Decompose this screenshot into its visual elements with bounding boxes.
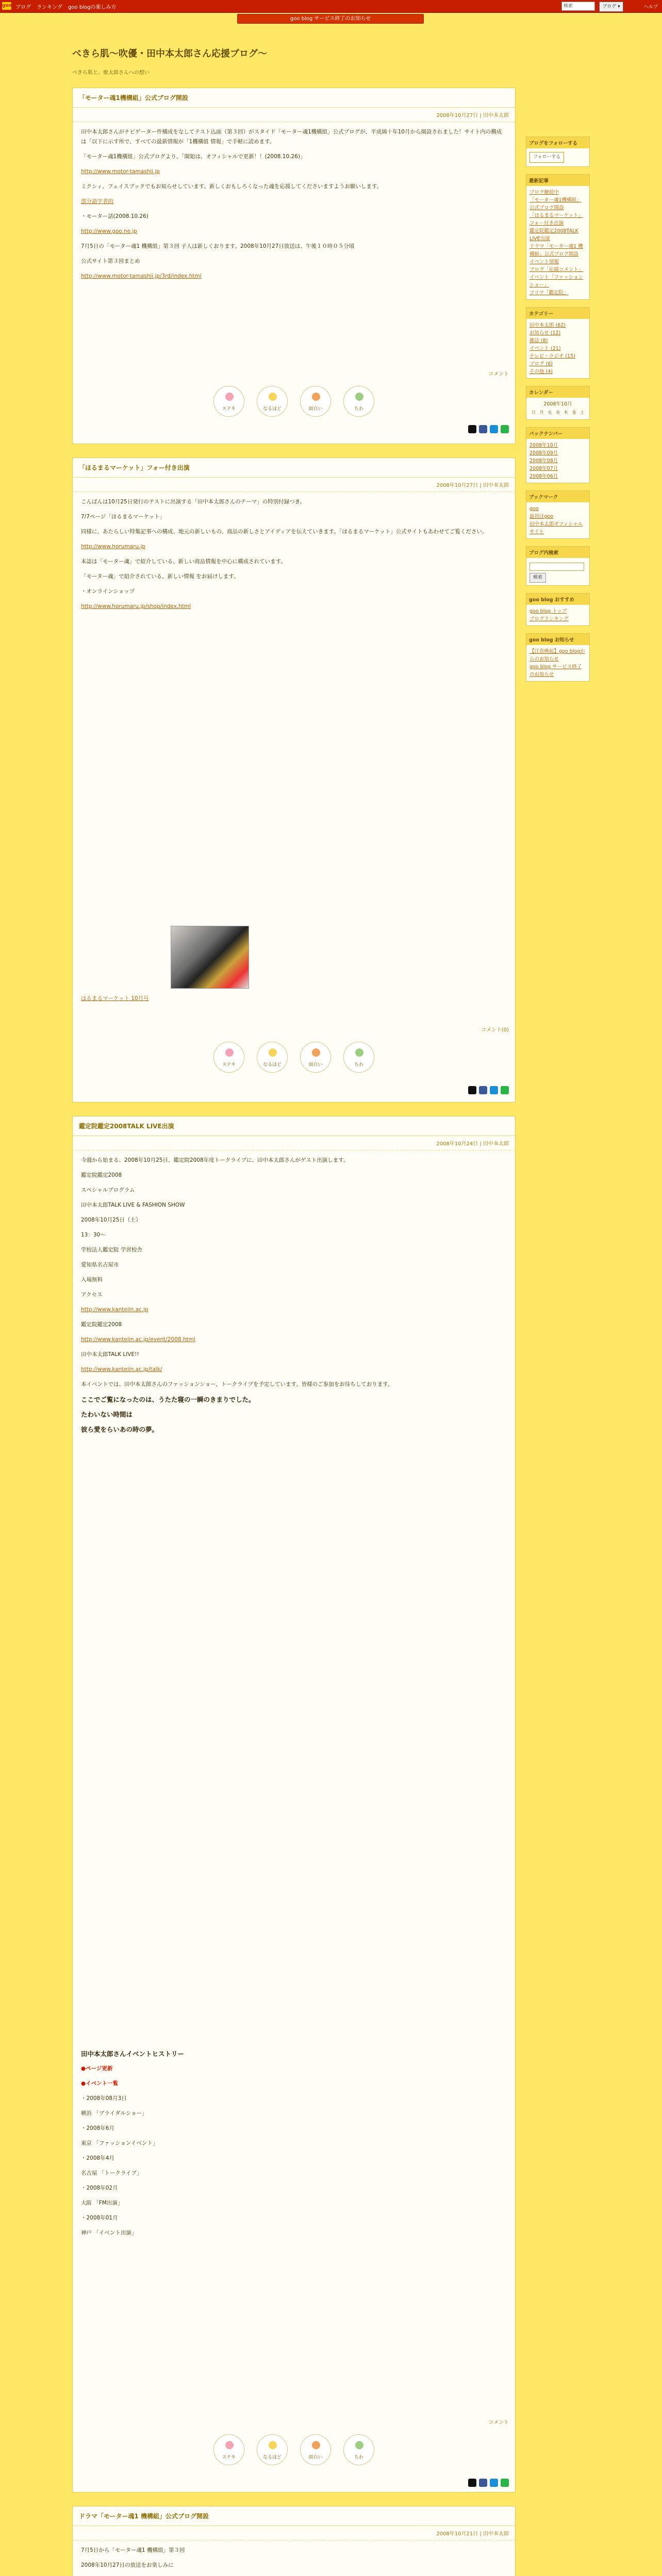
entry-paragraph: こんばんは10月25日発行のテストに出演する「田中本太郎さんのテーマ」の特別付録つき。 <box>81 499 306 505</box>
entry-paragraph: スペシャルプログラム <box>81 1187 135 1193</box>
notice-bar <box>0 13 662 25</box>
hatena-share-icon[interactable] <box>490 2479 498 2487</box>
calendar-weekday: 火 <box>548 410 552 415</box>
history-item: 東京 「ファッションイベント」 <box>81 2140 158 2146</box>
entry-title[interactable]: ドラマ「モーター魂1 機構組」公式ブログ開設 <box>73 2506 515 2526</box>
goo-notice-box <box>526 633 590 682</box>
caption-link[interactable]: ほるまるマーケット 10月号 <box>81 995 149 1002</box>
entry-paragraph: 田中本太郎TALK LIVE!! <box>81 1351 139 1358</box>
bulb-icon <box>269 393 277 401</box>
topbar-help-link[interactable]: ヘルプ <box>643 5 658 10</box>
recent-post-link[interactable]: ブログ継続中 <box>529 190 559 195</box>
entry-paragraph: 2008年10月27日の放送をお楽しみに <box>81 2562 174 2568</box>
sidebar-heading: カテゴリー <box>526 308 589 319</box>
bookmark-link[interactable]: 田中本太郎オフィシャルサイト <box>529 521 583 535</box>
recent-posts-box <box>526 174 590 300</box>
entry-paragraph: 本イベントでは、田中本太郎さんのファッションショー、トークライブを予定しています。皆様のご参加をお待ちしております。 <box>81 1381 393 1387</box>
recent-post-link[interactable]: 「ほるまるマーケット」フォー付き出演 <box>529 213 584 226</box>
heart-icon <box>225 393 234 401</box>
entry-link[interactable]: http://www.kanteiin.ac.jp/event/2008.html <box>81 1336 195 1343</box>
sidebar-heading: バックナンバー <box>526 428 589 439</box>
calendar-weekday: 日 <box>531 410 536 415</box>
reaction-button[interactable] <box>343 2434 374 2465</box>
blog-entry <box>72 88 516 444</box>
entry-paragraph: 愛知県名古屋市 <box>81 1262 119 1268</box>
history-title: 田中本太郎さんイベントヒストリー <box>81 2050 185 2058</box>
entry-date: 2008年10月27日 | 田中本太郎 <box>73 108 515 122</box>
reaction-button[interactable] <box>257 386 288 417</box>
entry-paragraph: 2008年10月25日（土） <box>81 1217 141 1223</box>
bookmark-link[interactable]: 最初はgoo <box>529 514 554 519</box>
entry-paragraph: 田中本太郎TALK LIVE & FASHION SHOW <box>81 1202 185 1208</box>
recent-post-link[interactable]: 鑑定院鑑定2008TALK LIVE出演 <box>529 228 578 242</box>
reaction-label: 面白い <box>308 1062 323 1067</box>
calendar-weekday: 月 <box>539 410 544 415</box>
entry-link[interactable]: http://www.goo.ne.jp <box>81 228 138 234</box>
calendar-grid <box>529 408 586 417</box>
heart-icon <box>225 2441 234 2449</box>
recent-post-link[interactable]: ブログ「応援コメント」 <box>529 267 584 273</box>
reaction-label: ちわ <box>354 2455 363 2460</box>
reaction-label: 面白い <box>308 406 323 412</box>
goo-recommend-link[interactable]: ブログランキング <box>529 616 569 622</box>
blog-search-button[interactable]: 検索 <box>529 573 546 583</box>
backnumber-link[interactable]: 2008年08月 <box>529 458 558 464</box>
entry-paragraph: 入場無料 <box>81 1277 103 1283</box>
goo-logo[interactable]: goo <box>2 2 11 10</box>
category-link[interactable]: ブログ (6) <box>529 361 553 367</box>
entry-paragraph: 田中本太郎さんがナビゲーター件構成をなしてテスト込面（第３回）がスタイド「モーター魂1機構組」公式ブログが、平成綿十年10月から開設されました！サイト内の構成は「以下に示す所で、すべての最新情報が「1機構組 情報」で手軽に読めます。 <box>81 129 502 145</box>
entry-paragraph: 7/7ページ「ほるまるマーケット」 <box>81 514 166 520</box>
backnumber-link[interactable]: 2008年09月 <box>529 450 558 456</box>
entry-paragraph: 「モーター魂」で紹介されている、新しい情報 をお届けします。 <box>81 573 239 580</box>
main-column <box>72 88 516 2576</box>
entry-paragraph: 鑑定院鑑定2008 <box>81 1172 122 1178</box>
sidebar-heading: goo blog おすすめ <box>526 594 589 605</box>
goo-recommend-box <box>526 593 590 626</box>
photo-caption[interactable] <box>73 989 157 1009</box>
entry-link[interactable]: http://www.motor-tamashii.jp <box>81 168 160 175</box>
entry-date: 2008年10月27日 | 田中本太郎 <box>73 478 515 492</box>
reaction-button[interactable] <box>213 386 244 417</box>
entry-link[interactable]: http://www.horumaru.jp/shop/index.html <box>81 603 191 609</box>
sidebar <box>526 137 590 689</box>
hand-icon <box>355 393 363 401</box>
entry-paragraph: 7月5日の「モーター魂1 機構組」第３回 子人は新しくおります。2008年10月27日放送は、午後１０時０５分頃 <box>81 243 355 249</box>
comment-link[interactable]: コメント <box>488 371 509 377</box>
blog-search-input[interactable] <box>529 563 584 571</box>
category-link[interactable]: 田中本太郎 (62) <box>529 323 566 328</box>
bulb-icon <box>269 2441 277 2449</box>
reaction-button[interactable] <box>213 1042 244 1073</box>
reaction-button[interactable] <box>343 386 374 417</box>
entry-paragraph: 学校法人鑑定院 学習校舎 <box>81 1247 142 1253</box>
smile-icon <box>312 1048 320 1057</box>
follow-button[interactable]: フォローする <box>529 152 564 163</box>
history-item: ・2008年6月 <box>81 2125 114 2131</box>
entry-paragraph: 7月5日から「モーター魂1 機構組」第３回 <box>81 2547 185 2553</box>
entry-body <box>73 2540 515 2576</box>
entry-paragraph: 公式サイト第３回まとめ <box>81 258 140 264</box>
topbar-link-howto[interactable]: goo blogの楽しみ方 <box>68 5 117 10</box>
facebook-share-icon[interactable] <box>479 2479 487 2487</box>
event-history <box>73 2044 515 2248</box>
backnumber-link[interactable]: 2008年07月 <box>529 466 558 471</box>
entry-paragraph: 「モーター魂1機構組」公式ブログより、「開始は、オフィシャルで更新！！(2008.10.26)」 <box>81 154 306 160</box>
reaction-button[interactable] <box>300 386 331 417</box>
line-share-icon[interactable] <box>501 425 509 433</box>
reaction-label: なるほど <box>262 1062 282 1067</box>
topbar-search-button[interactable]: ブログ ▾ <box>599 2 623 12</box>
sidebar-heading: goo blog お知らせ <box>526 634 589 645</box>
history-item: ・2008年02月 <box>81 2185 118 2191</box>
backnumber-link[interactable]: 2008年06月 <box>529 473 558 479</box>
follow-box <box>526 137 590 167</box>
calendar-box <box>526 386 590 420</box>
history-item: ・2008年08月3日 <box>81 2095 127 2102</box>
category-link[interactable]: 雑誌 (8) <box>529 338 548 344</box>
x-share-icon[interactable] <box>468 425 476 433</box>
category-link[interactable]: お知らせ (12) <box>529 330 561 336</box>
goo-notice-link[interactable]: 【注意喚起】goo blogからのお知らせ <box>529 649 585 662</box>
entry-link[interactable]: 部分語字者的 <box>81 198 113 205</box>
blog-header <box>72 46 267 76</box>
topbar-link-ranking[interactable]: ランキング <box>37 5 62 10</box>
reaction-button[interactable] <box>257 2434 288 2465</box>
entry-body <box>73 492 515 622</box>
history-item: 横浜 「ブライダルショー」 <box>81 2110 147 2116</box>
topbar-links <box>15 3 120 10</box>
entry-paragraph: 本誌は「モーター魂」で紹介している、新しい商品情報を中心に構成されています。 <box>81 558 286 565</box>
share-buttons <box>468 1084 515 1099</box>
history-item: 名古屋 「トークライブ」 <box>81 2170 142 2176</box>
entry-paragraph: ミクシィ、フェイスブックでもお知らせしています。新しくおもしろくなった魂を応援してくださいますようお願いします。 <box>81 183 383 190</box>
entry-title[interactable]: 「モーター魂1機構組」公式ブログ開設 <box>73 88 515 108</box>
recent-post-link[interactable]: フリマ「鑑定院」 <box>529 290 569 296</box>
history-item: 神戸 「イベント出演」 <box>81 2230 137 2236</box>
entry-date: 2008年10月24日 | 田中本太郎 <box>73 1136 515 1150</box>
reaction-label: なるほど <box>262 2455 282 2460</box>
calendar-weekday: 木 <box>564 410 568 415</box>
backnumber-link[interactable]: 2008年10月 <box>529 443 558 448</box>
magazine-photo[interactable] <box>171 926 249 989</box>
reaction-label: ステキ <box>222 406 236 412</box>
reaction-label: 面白い <box>308 2455 323 2460</box>
history-item: 大阪 「FM出演」 <box>81 2200 123 2206</box>
calendar-weekday: 土 <box>580 410 585 415</box>
service-end-notice[interactable]: goo blog サービス終了のお知らせ <box>237 14 424 24</box>
smile-icon <box>312 393 320 401</box>
category-box <box>526 307 590 379</box>
hatena-share-icon[interactable] <box>490 1086 498 1094</box>
comment-link[interactable]: コメント(0) <box>481 1027 509 1033</box>
bookmark-link[interactable]: goo <box>529 506 539 512</box>
entry-link[interactable]: http://www.horumaru.jp <box>81 544 145 550</box>
sidebar-heading: 最新記事 <box>526 175 589 186</box>
facebook-share-icon[interactable] <box>479 425 487 433</box>
reaction-button[interactable] <box>300 2434 331 2465</box>
sidebar-heading: カレンダー <box>526 386 589 398</box>
blog-title[interactable]: べきら肌～吹優・田中本太郎さん応援ブログ～ <box>72 48 267 59</box>
entry-paragraph: 13：30～ <box>81 1232 106 1238</box>
history-item: ・2008年4月 <box>81 2155 114 2161</box>
hand-icon <box>355 1048 363 1057</box>
blog-search-box <box>526 546 590 586</box>
entry-paragraph: アクセス <box>81 1292 103 1298</box>
reaction-buttons <box>73 1042 515 1073</box>
blog-entry <box>72 457 516 1103</box>
hatena-share-icon[interactable] <box>490 425 498 433</box>
entry-emphasis: たわいない時間は <box>81 1411 133 1418</box>
reaction-label: ステキ <box>222 2455 236 2460</box>
blog-description: べきら肌と、歌太郎さんへの想い <box>72 70 150 76</box>
blog-entry <box>72 2506 516 2576</box>
line-share-icon[interactable] <box>501 2479 509 2487</box>
reaction-button[interactable] <box>213 2434 244 2465</box>
reaction-label: ちわ <box>354 1062 363 1067</box>
entry-date: 2008年10月21日 | 田中本太郎 <box>73 2526 515 2540</box>
share-buttons <box>468 423 515 438</box>
reaction-label: ステキ <box>222 1062 236 1067</box>
entry-link[interactable]: http://www.kanteiin.ac.jp/talk/ <box>81 1366 162 1372</box>
goo-recommend-link[interactable]: goo blog トップ <box>529 608 567 614</box>
blog-entry <box>72 1116 516 2493</box>
entry-paragraph: ・モーター話(2008.10.26) <box>81 213 148 219</box>
entry-link[interactable]: http://www.kanteiin.ac.jp <box>81 1307 148 1313</box>
recent-post-link[interactable]: ドラマ「モーター魂1 機構組」公式ブログ開設 <box>529 244 583 257</box>
heart-icon <box>225 1048 234 1057</box>
facebook-share-icon[interactable] <box>479 1086 487 1094</box>
reaction-buttons <box>73 386 515 417</box>
calendar-weekday: 金 <box>572 410 576 415</box>
x-share-icon[interactable] <box>468 1086 476 1094</box>
goo-notice-link[interactable]: goo blog サービス終了のお知らせ <box>529 664 582 677</box>
entry-paragraph: 同様に、あたらしい特集記事への構成、地元の新しいもの、商品の新しさとアイディアを伝えていきます。「ほるまるマーケット」公式サイトもあわせてご覧ください。 <box>81 529 488 535</box>
sidebar-heading: ブックマーク <box>526 491 589 502</box>
category-link[interactable]: イベント (21) <box>529 346 561 351</box>
entry-paragraph: ・オンラインショップ <box>81 588 135 595</box>
entry-body <box>73 122 515 292</box>
reaction-button[interactable] <box>257 1042 288 1073</box>
entry-title[interactable]: 鑑定院鑑定2008TALK LIVE出演 <box>73 1116 515 1136</box>
topbar-search-input[interactable]: 検索 <box>561 2 595 11</box>
topbar <box>0 0 662 13</box>
reaction-button[interactable] <box>343 1042 374 1073</box>
entry-emphasis: ここでご覧になったのは、うたた寝の一瞬のきまりでした。 <box>81 1396 255 1403</box>
history-item: ・2008年01月 <box>81 2215 118 2221</box>
share-buttons <box>468 2477 515 2492</box>
reaction-buttons <box>73 2434 515 2465</box>
x-share-icon[interactable] <box>468 2479 476 2487</box>
calendar-month: 2008年10月 <box>543 401 572 407</box>
bookmark-box <box>526 490 590 539</box>
recent-post-link[interactable]: イベント「ファッションショー」 <box>529 275 584 288</box>
calendar-weekday: 水 <box>555 410 560 415</box>
recent-post-link[interactable]: イベント情報 <box>529 259 559 265</box>
entry-link[interactable]: http://www.motor-tamashii.jp/3rd/index.html <box>81 273 202 279</box>
reaction-label: なるほど <box>262 406 282 412</box>
backnumber-box <box>526 427 590 483</box>
comment-link[interactable]: コメント <box>488 2420 509 2426</box>
entry-body <box>73 1150 515 1445</box>
entry-paragraph: 鑑定院鑑定2008 <box>81 1321 122 1328</box>
entry-title[interactable]: 「ほるまるマーケット」フォー付き出演 <box>73 458 515 478</box>
line-share-icon[interactable] <box>501 1086 509 1094</box>
smile-icon <box>312 2441 320 2449</box>
topbar-link-blog[interactable]: ブログ <box>15 5 31 10</box>
category-link[interactable]: その他 (4) <box>529 369 553 375</box>
history-item: ●イベント一覧 <box>81 2080 119 2087</box>
recent-post-link[interactable]: 「モーター魂1機構組」公式ブログ開設 <box>529 197 582 211</box>
history-item: ●ページ更新 <box>81 2065 113 2072</box>
entry-paragraph: 今週から始まる、2008年10月25日、鑑定院2008年度トークライブに、田中本太郎さんがゲスト出演します。 <box>81 1157 349 1163</box>
hand-icon <box>355 2441 363 2449</box>
sidebar-heading: ブログ内検索 <box>526 547 589 558</box>
reaction-label: ちわ <box>354 406 363 412</box>
category-link[interactable]: テレビ・ラジオ (15) <box>529 353 575 359</box>
bulb-icon <box>269 1048 277 1057</box>
sidebar-heading: ブログをフォローする <box>526 137 589 148</box>
entry-emphasis: 彼ら愛をらいあの時の夢。 <box>81 1426 159 1433</box>
reaction-button[interactable] <box>300 1042 331 1073</box>
